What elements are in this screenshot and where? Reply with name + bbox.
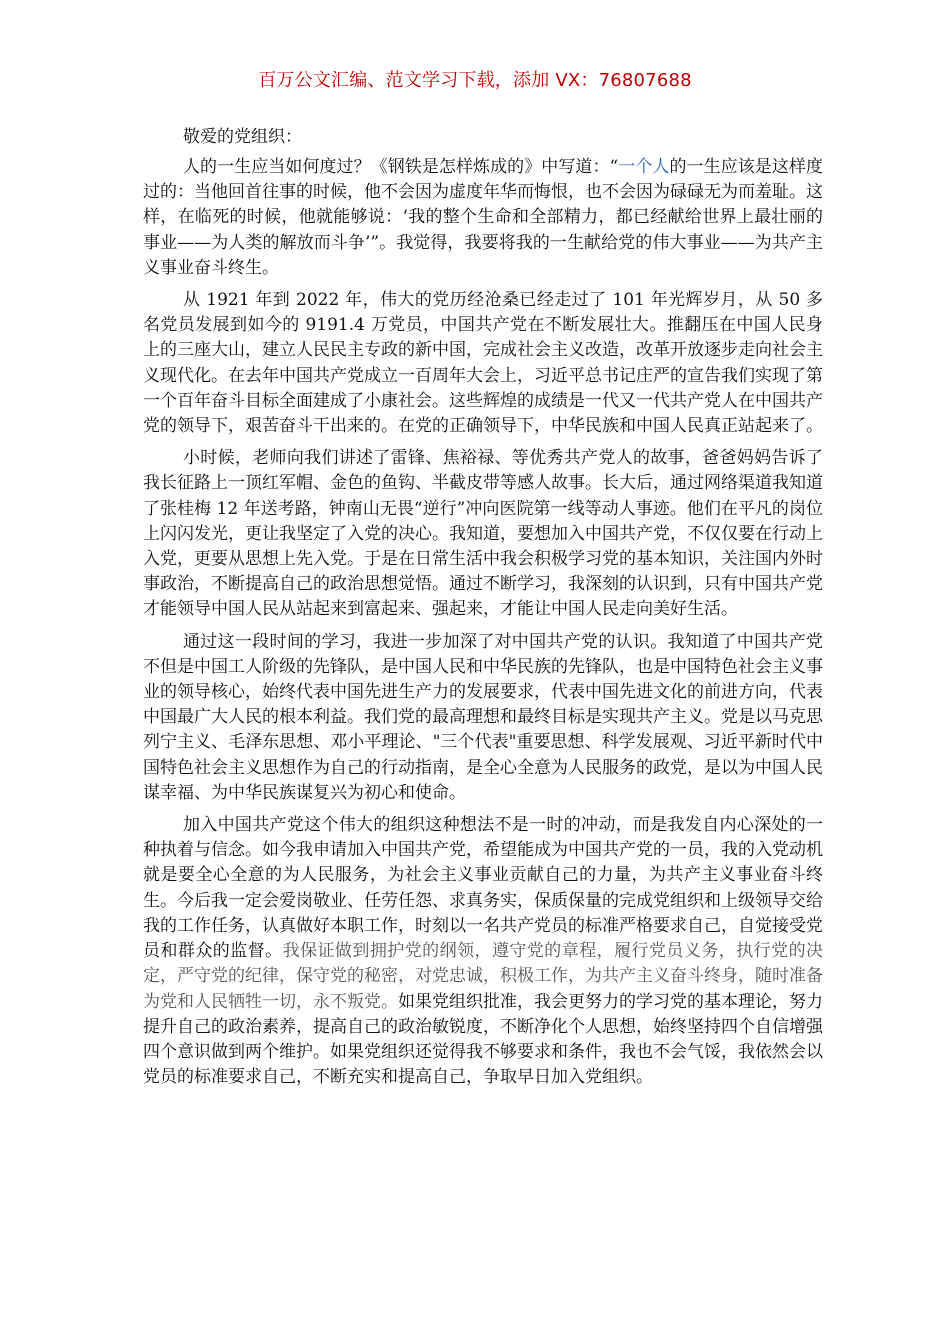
paragraph-5-text-a: 加入中国共产党这个伟大的组织这种想法不是一时的冲动，而是我发自内心深处的一种执着与信念。如今我申请加入中国共产党，希望能成为中国共产党的一员，我的入党动机就是要全心全意的为人民服务，为社会主义事业贡献自己的力量，为共产主义事业奋斗终生。今后我一定会爱岗敬业、任劳任怨、求真务实，保质保量的完成党组织和上级领导交给我的工作任务，认真做好本职工作，时刻以一名共产党员的标准严格要求自己，自觉接受党员和群众的监督。 <box>143 815 823 962</box>
paragraph-1-text-b: 的一生应该是这样度过的：当他回首往事的时候，他不会因为虚度年华而悔恨，也不会因为碌碌无为而羞耻。这样，在临死的时候，他就能够说：‘我的整个生命和全部精力，都已经献给世界上最壮丽的事业——为人类的解放而斗争’”。我觉得，我要将我的一生献给党的伟大事业——为共产主义事业奋斗终生。 <box>143 157 823 278</box>
paragraph-4: 通过这一段时间的学习，我进一步加深了对中国共产党的认识。我知道了中国共产党不但是中国工人阶级的先锋队，是中国人民和中华民族的先锋队，也是中国特色社会主义事业的领导核心，始终代表中国先进生产力的发展要求，代表中国先进文化的前进方向，代表中国最广大人民的根本利益。我们党的最高理想和最终目标是实现共产主义。党是以马克思列宁主义、毛泽东思想、邓小平理论、"三个代表"重要思想、科学发展观、习近平新时代中国特色社会主义思想作为自己的行动指南，是全心全意为人民服务的政党，是以为中国人民谋幸福、为中华民族谋复兴为初心和使命。 <box>143 631 823 803</box>
paragraph-1 <box>143 155 823 281</box>
inline-link[interactable]: 一个人 <box>618 157 670 177</box>
letter-body <box>143 124 823 1097</box>
paragraph-2: 从 1921 年到 2022 年，伟大的党历经沧桑已经走过了 101 年光辉岁月，从 50 多名党员发展到如今的 9191.4 万党员，中国共产党在不断发展壮大。推翻压在中国人民身上的三座大山，建立人民民主专政的新中国，完成社会主义改造，改革开放逐步走向社会主义现代化。在去年中国共产党成立一百周年大会上，习近平总书记庄严的宣告我们实现了第一个百年奋斗目标全面建成了小康社会。这些辉煌的成绩是一代又一代共产党人在中国共产党的领导下，艰苦奋斗干出来的。在党的正确领导下，中华民族和中国人民真正站起来了。 <box>143 290 823 437</box>
paragraph-1-text-a: 人的一生应当如何度过？《钢铁是怎样炼成的》中写道：“ <box>183 157 619 177</box>
paragraph-5-pledge: 我保证做到拥护党的纲领，遵守党的章程，履行党员义务，执行党的决定，严守党的纪律，保守党的秘密，对党忠诚，积极工作，为共产主义奋斗终身，随时准备为党和人民牺牲一切，永不叛党。 <box>143 941 824 1012</box>
paragraph-5-text-c: 如果党组织批准，我会更努力的学习党的基本理论，努力提升自己的政治素养，提高自己的政治敏锐度，不断净化个人思想，始终坚持四个自信增强四个意识做到两个维护。如果党组织还觉得我不够要求和条件，我也不会气馁，我依然会以党员的标准要求自己，不断充实和提高自己，争取早日加入党组织。 <box>143 991 823 1088</box>
watermark-header: 百万公文汇编、范文学习下载，添加 VX：76807688 <box>258 70 692 91</box>
paragraph-3: 小时候，老师向我们讲述了雷锋、焦裕禄、等优秀共产党人的故事，爸爸妈妈告诉了我长征路上一顶红军帽、金色的鱼钩、半截皮带等感人故事。长大后，通过网络渠道我知道了张桂梅 12 年送考路，钟南山无畏“逆行”冲向医院第一线等动人事迹。他们在平凡的岗位上闪闪发光，更让我坚定了入党的决心。我知道，要想加入中国共产党，不仅仅要在行动上入党，更要从思想上先入党。于是在日常生活中我会积极学习党的基本知识，关注国内外时事政治，不断提高自己的政治思想觉悟。通过不断学习，我深刻的认识到，只有中国共产党才能领导中国人民从站起来到富起来、强起来，才能让中国人民走向美好生活。 <box>143 448 823 620</box>
paragraph-5 <box>143 813 823 1090</box>
salutation: 敬爱的党组织： <box>183 127 302 147</box>
